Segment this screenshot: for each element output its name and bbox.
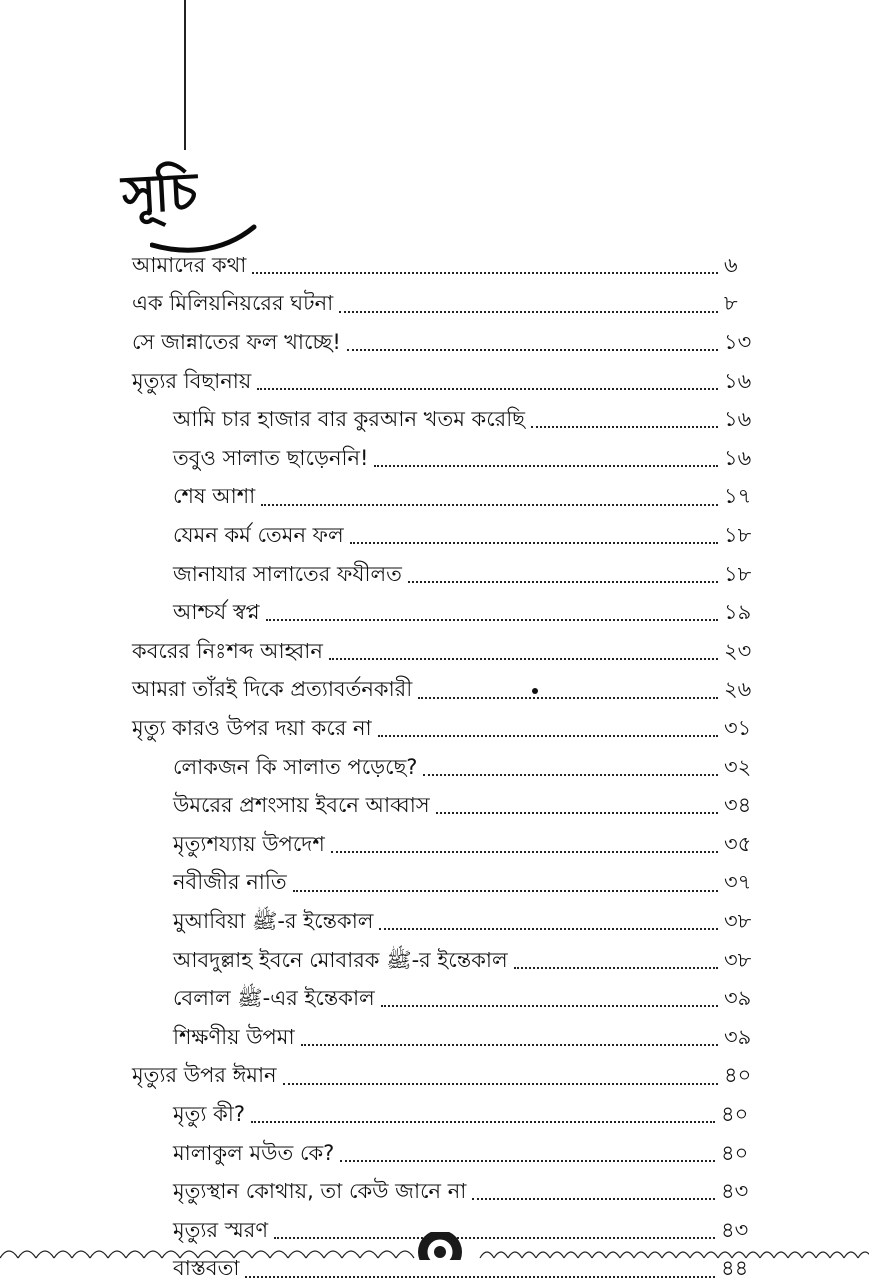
toc-dot-leader: [283, 1083, 718, 1085]
toc-entry-page-number: ৪০: [721, 1102, 749, 1126]
toc-entry-title: কবরের নিঃশব্দ আহ্বান: [132, 638, 323, 663]
toc-entry: [173, 555, 756, 589]
toc-entry-page-number: ১৩: [724, 330, 752, 354]
toc-entry-title: বাস্তবতা: [173, 1256, 240, 1281]
toc-entry-page-number: ৪০: [721, 1140, 749, 1165]
toc-entry-page-number: ১৮: [724, 523, 752, 547]
toc-entry-title: মৃত্যুস্থান কোথায়, তা কেউ জানে না: [173, 1179, 467, 1204]
toc-entry-title: আমরা তাঁরই দিকে প্রত্যাবর্তনকারী: [132, 677, 413, 702]
toc-entry-page-number: ২৬: [724, 677, 752, 702]
toc-dot-leader: [514, 967, 718, 969]
page-title: সূচি: [120, 162, 197, 226]
toc-entry-page-number: ৩৯: [724, 986, 752, 1011]
toc-entry: [132, 246, 756, 280]
toc-dot-leader: [301, 1044, 718, 1046]
toc-entry-page-number: ৬: [724, 252, 738, 277]
toc-entry-page-number: ৩১: [724, 716, 752, 740]
toc-entry-title: আমি চার হাজার বার কুরআন খতম করেছি: [173, 407, 525, 432]
toc-entry-page-number: ৪৪: [721, 1256, 749, 1281]
toc-dot-leader: [350, 542, 718, 544]
toc-entry-title: মুআবিয়া ﷺ-র ইন্তেকাল: [173, 909, 374, 933]
toc-entry-title: সে জান্নাতের ফল খাচ্ছে!: [132, 330, 341, 354]
toc-dot-leader: [252, 272, 718, 274]
toc-entry-page-number: ৩৪: [724, 793, 752, 818]
toc-entry-title: যেমন কর্ম তেমন ফল: [173, 523, 344, 547]
toc-entry-page-number: ১৯: [724, 600, 752, 625]
toc-dot-leader: [251, 1121, 715, 1123]
toc-entry: [173, 439, 756, 473]
toc-entry-title: লোকজন কি সালাত পড়েছে?: [173, 754, 418, 779]
toc-dot-leader: [245, 1276, 715, 1278]
toc-entry-page-number: ২৩: [724, 638, 752, 663]
toc-dot-leader: [331, 851, 718, 853]
toc-dot-leader: [472, 1198, 715, 1200]
toc-entry: [173, 941, 756, 975]
toc-entry: [132, 362, 756, 396]
toc-dot-leader: [293, 890, 718, 892]
toc-entry: [132, 632, 756, 666]
toc-entry: [132, 285, 756, 319]
toc-entry-page-number: ৪০: [724, 1063, 752, 1088]
footer-ornament-border: [0, 1232, 869, 1260]
toc-entry: [173, 1134, 753, 1168]
toc-dot-leader: [329, 658, 718, 660]
toc-dot-leader: [408, 581, 718, 583]
toc-entry-title: এক মিলিয়নিয়রের ঘটনা: [132, 291, 334, 316]
toc-dot-leader: [418, 697, 718, 699]
toc-entry-title: মালাকুল মউত কে?: [173, 1140, 335, 1165]
toc-entry: [132, 323, 756, 357]
toc-entry-page-number: ১৬: [724, 407, 752, 432]
toc-entry-title: শিক্ষণীয় উপমা: [173, 1024, 295, 1049]
toc-entry-page-number: ৮: [724, 291, 738, 316]
toc-entry-page-number: ৪৩: [721, 1179, 749, 1204]
toc-entry: [173, 748, 756, 782]
toc-entry-title: শেষ আশা: [173, 484, 256, 509]
toc-entry-title: আশ্চর্য স্বপ্ন: [173, 600, 260, 625]
toc-entry-title: জানাযার সালাতের ফযীলত: [173, 561, 402, 586]
toc-dot-leader: [531, 426, 718, 428]
toc-dot-leader: [374, 465, 718, 467]
toc-entry: [132, 1057, 756, 1091]
toc-entry: [173, 516, 756, 550]
toc-entry-title: আবদুল্লাহ ইবনে মোবারক ﷺ-র ইন্তেকাল: [173, 947, 508, 972]
toc-entry-title: মৃত্যুর বিছানায়: [132, 368, 252, 393]
toc-entry-title: আমাদের কথা: [132, 252, 247, 277]
toc-entry-page-number: ১৮: [724, 561, 752, 586]
toc-entry-title: মৃত্যু কারও উপর দয়া করে না: [132, 716, 372, 740]
toc-entry-page-number: ১৭: [724, 484, 752, 509]
toc-entry: [173, 478, 756, 512]
toc-entry-page-number: ৩৮: [724, 909, 752, 933]
toc-entry-title: মৃত্যুর উপর ঈমান: [132, 1063, 277, 1088]
toc-dot-leader: [347, 349, 718, 351]
toc-entry-page-number: ৩৯: [724, 1024, 752, 1049]
toc-entry: [173, 1018, 756, 1052]
toc-dot-leader: [339, 311, 718, 313]
toc-entry-page-number: ১৬: [724, 368, 752, 393]
bookmark-ribbon-line: [184, 0, 186, 150]
toc-dot-leader: [378, 735, 718, 737]
toc-dot-leader: [379, 928, 718, 930]
toc-entry: [173, 864, 756, 898]
toc-entry: [173, 1095, 753, 1129]
toc-dot-leader: [257, 388, 718, 390]
toc-entry-title: উমরের প্রশংসায় ইবনে আব্বাস: [173, 793, 430, 818]
toc-dot-leader: [381, 1005, 718, 1007]
toc-entry-title: নবীজীর নাতি: [173, 870, 287, 895]
toc-entry-page-number: ৩২: [724, 754, 752, 779]
toc-entry-page-number: ১৬: [724, 445, 752, 470]
toc-entry: [173, 400, 756, 434]
toc-entry: [173, 825, 756, 859]
toc-dot-leader: [261, 504, 718, 506]
toc-entry-page-number: ৪৩: [721, 1217, 749, 1242]
toc-dot-leader: [266, 619, 718, 621]
toc-entry: [173, 979, 756, 1013]
toc-entry-title: মৃত্যু কী?: [173, 1102, 246, 1126]
toc-entry-title: তবুও সালাত ছাড়েননি!: [173, 445, 369, 470]
toc-entry-page-number: ৩৫: [724, 831, 752, 856]
toc-dot-leader: [436, 812, 718, 814]
toc-entry-title: মৃত্যুশয্যায় উপদেশ: [173, 831, 325, 856]
toc-dot-leader: [423, 774, 718, 776]
toc-entry: [173, 786, 756, 820]
toc-entry: [132, 671, 756, 705]
toc-entry-title: বেলাল ﷺ-এর ইন্তেকাল: [173, 986, 375, 1011]
toc-entry: [132, 709, 756, 743]
toc-entry-page-number: ৩৭: [724, 870, 752, 895]
toc-entry: [173, 593, 756, 627]
toc-entry: [173, 902, 756, 936]
toc-entry-title: মৃত্যুর স্মরণ: [173, 1217, 269, 1242]
toc-entry-page-number: ৩৮: [724, 947, 752, 972]
toc-dot-leader: [340, 1160, 715, 1162]
toc-entry: [173, 1172, 753, 1206]
